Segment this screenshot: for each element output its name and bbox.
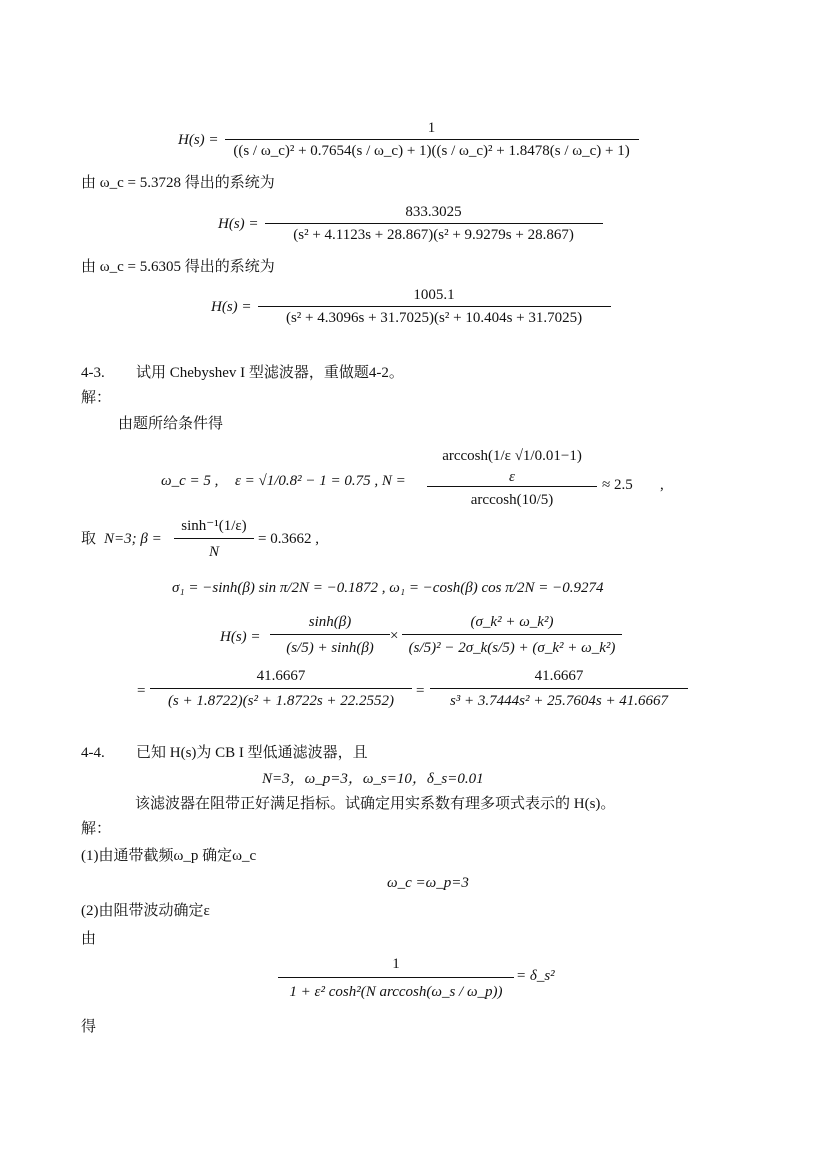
eq9-numerator: 1: [392, 956, 400, 972]
problem-4-4-conditions: N=3，ω_p=3，ω_s=10，δ_s=0.01: [262, 771, 484, 787]
eq8-bar-2: [430, 688, 688, 689]
eq2-denominator: (s² + 4.1123s + 28.867)(s² + 9.9279s + 28.867): [265, 223, 603, 244]
line-wc-1: 由 ω_c = 5.3728 得出的系统为: [81, 175, 275, 191]
eq4-omega-c: ω_c = 5 ,: [161, 473, 219, 489]
equation-1: [178, 120, 639, 160]
from-label: 由: [81, 931, 97, 947]
eq6-sigma-omega: σ₁ = −sinh(β) sin π/2N = −0.1872 , ω₁ = −cosh(β) cos π/2N = −0.9274: [172, 580, 604, 596]
eq8-den-1: (s + 1.8722)(s² + 1.8722s + 22.2552): [167, 693, 395, 709]
eq2-lhs: H(s) =: [218, 215, 259, 232]
solution-label-2: 解：: [81, 821, 112, 837]
eq5-take: 取: [81, 531, 97, 547]
problem-4-3-number: 4-3.: [81, 365, 105, 381]
eq7-times: ×: [390, 628, 399, 644]
eq7-frac2-num: (σ_k² + ω_k²): [470, 614, 554, 630]
eq4-approx: ≈ 2.5: [602, 477, 633, 493]
eq8-bar-1: [150, 688, 412, 689]
eq7-frac1-num: sinh(β): [308, 614, 352, 630]
eq1-denominator: ((s / ω_c)² + 0.7654(s / ω_c) + 1)((s / ω_c)² + 1.8478(s / ω_c) + 1): [225, 139, 639, 160]
eq5-numerator: sinh⁻¹(1/ε): [181, 518, 247, 534]
line-wc-2: 由 ω_c = 5.6305 得出的系统为: [81, 259, 275, 275]
eq5-result: = 0.3662 ,: [258, 531, 319, 547]
eq8-den-2: s³ + 3.7444s² + 25.7604s + 41.6667: [449, 693, 669, 709]
eq4-epsilon-small: ε: [509, 469, 515, 485]
eq7-frac2-bar: [402, 634, 622, 635]
eq7-lhs: H(s) =: [220, 629, 261, 645]
eq4-n-numerator: arccosh(1/ε √1/0.01−1): [442, 448, 582, 464]
eq9-denominator: 1 + ε² cosh²(N arccosh(ω_s / ω_p)): [289, 984, 503, 1000]
eq3-numerator: 1005.1: [413, 287, 455, 303]
eq5-denominator: N: [208, 544, 219, 560]
step-1: (1)由通带截频ω_p 确定ω_c: [81, 848, 257, 864]
problem-4-4-text: 已知 H(s)为 CB I 型低通滤波器，且: [136, 745, 368, 761]
eq8-equals-2: =: [416, 683, 425, 699]
eq3-denominator: (s² + 4.3096s + 31.7025)(s² + 10.404s + 31.7025): [258, 306, 611, 327]
eq4-comma: ,: [660, 477, 664, 493]
eq8-equals-1: =: [137, 683, 146, 699]
problem-4-4-requirement: 该滤波器在阻带正好满足指标。试确定用实系数有理多项式表示的 H(s)。: [135, 796, 616, 812]
eq1-lhs: H(s) =: [178, 131, 219, 148]
eq8-num-1: 41.6667: [256, 668, 306, 684]
eq9-rhs: = δ_s²: [516, 968, 555, 984]
eq7-frac1-den: (s/5) + sinh(β): [286, 640, 374, 656]
eq9-fraction-bar: [278, 977, 514, 978]
eq4-n-denominator: arccosh(10/5): [470, 492, 554, 508]
step-1-equation: ω_c =ω_p=3: [387, 875, 469, 891]
therefore-label: 得: [81, 1019, 97, 1035]
eq7-frac2-den: (s/5)² − 2σ_k(s/5) + (σ_k² + ω_k²): [408, 640, 616, 656]
eq2-numerator: 833.3025: [405, 204, 462, 220]
eq1-numerator: 1: [427, 120, 436, 136]
eq3-lhs: H(s) =: [211, 298, 252, 315]
problem-4-4-number: 4-4.: [81, 745, 105, 761]
step-2: (2)由阻带波动确定ε: [81, 903, 210, 919]
eq5-n-beta: N=3; β =: [104, 531, 162, 547]
eq5-fraction-bar: [174, 538, 254, 539]
eq4-fraction-bar: [427, 486, 597, 487]
solution-label-1: 解：: [81, 390, 112, 406]
equation-2: [218, 204, 603, 244]
problem-4-3-text: 试用 Chebyshev I 型滤波器，重做题4-2。: [136, 365, 404, 381]
equation-3: [211, 287, 611, 327]
given-conditions: 由题所给条件得: [118, 416, 224, 432]
eq7-frac1-bar: [270, 634, 390, 635]
eq8-num-2: 41.6667: [534, 668, 584, 684]
eq4-epsilon: ε = √1/0.8² − 1 = 0.75 , N =: [235, 473, 406, 489]
